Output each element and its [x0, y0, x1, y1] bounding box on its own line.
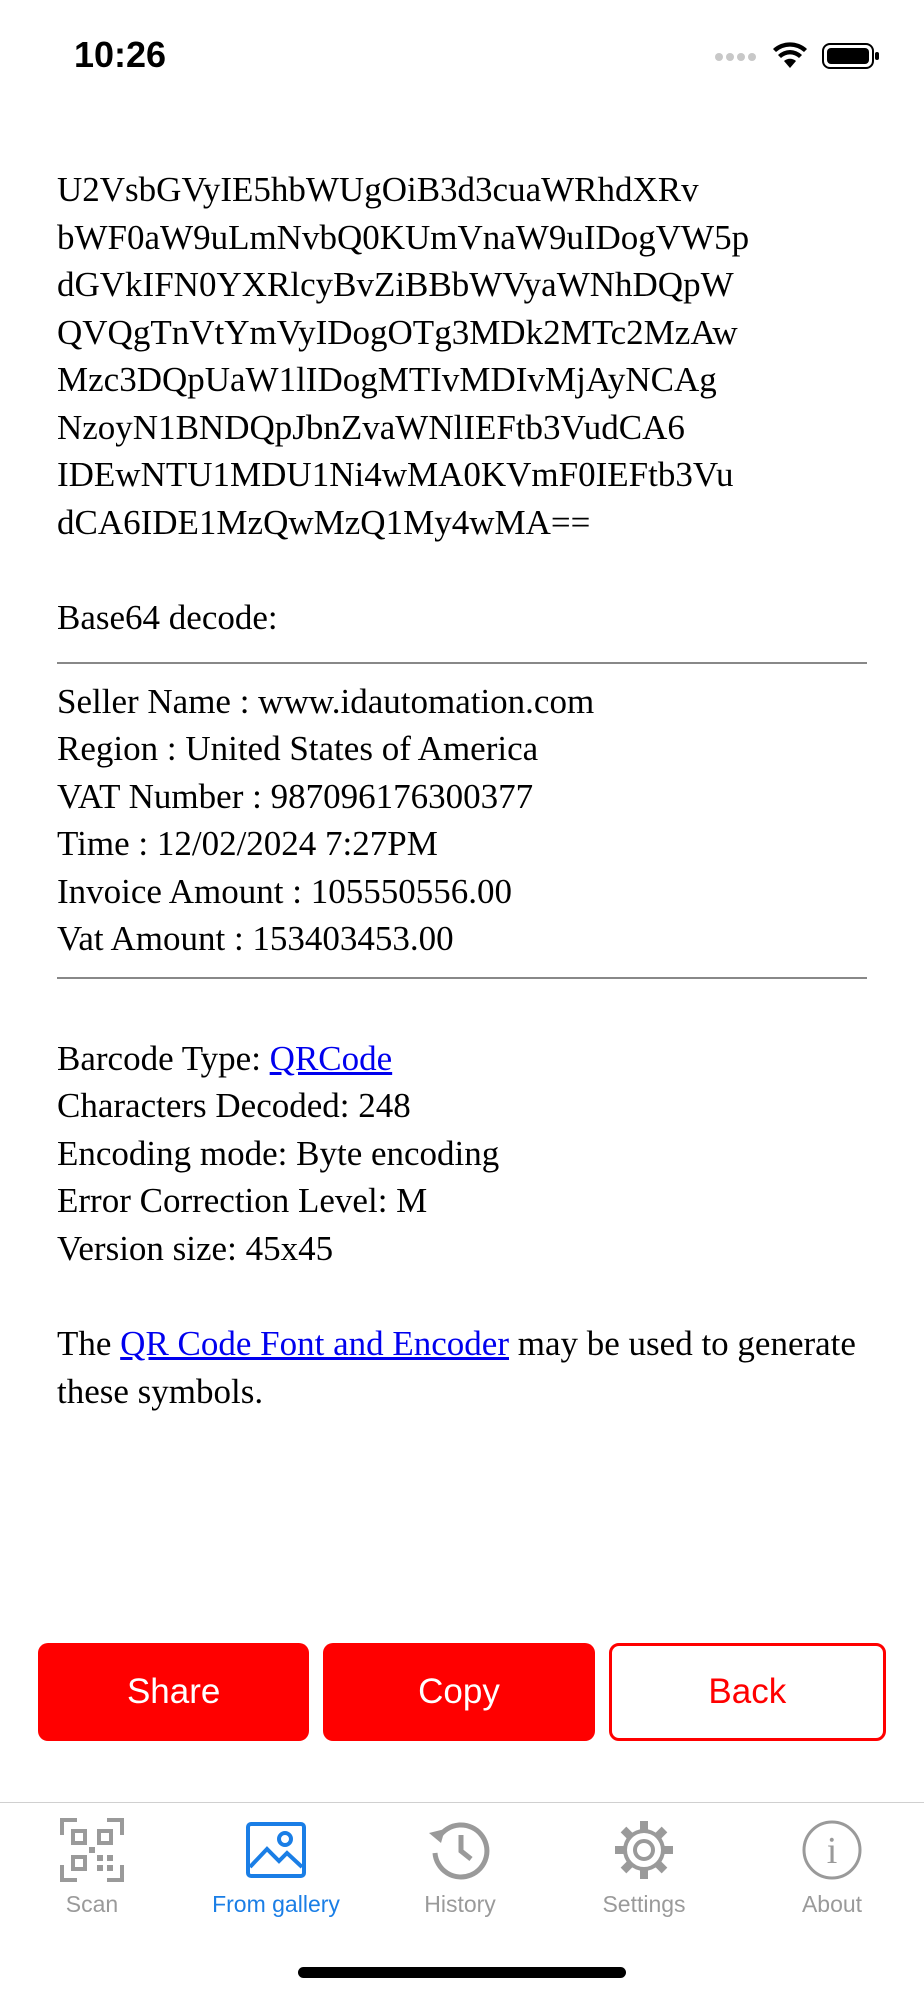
gear-icon	[611, 1817, 677, 1883]
encoder-link[interactable]: QR Code Font and Encoder	[120, 1324, 509, 1363]
encoded-line: dGVkIFN0YXRlcyBvZiBBbWVyaWNhDQpW	[57, 265, 734, 304]
share-button[interactable]: Share	[38, 1643, 309, 1741]
status-icons	[714, 42, 880, 70]
history-icon	[427, 1817, 493, 1883]
copy-button[interactable]: Copy	[323, 1643, 594, 1741]
decoded-line: Time : 12/02/2024 7:27PM	[57, 824, 438, 863]
decoded-line: Invoice Amount : 105550556.00	[57, 871, 512, 911]
decoded-fields	[57, 678, 867, 963]
tab-from-gallery[interactable]	[184, 1817, 368, 1918]
tab-label: Scan	[65, 1891, 119, 1917]
encoded-text	[57, 166, 867, 546]
tab-label: Settings	[602, 1891, 686, 1917]
gallery-icon	[243, 1817, 309, 1883]
encoder-note	[57, 1320, 867, 1415]
info-icon	[799, 1817, 865, 1883]
battery-icon	[822, 42, 880, 70]
tab-label: From gallery	[212, 1891, 340, 1917]
status-bar	[0, 0, 924, 120]
encoded-line: IDEwNTU1MDU1Ni4wMA0KVmF0IEFtb3Vu	[57, 455, 734, 494]
encoded-line: bWF0aW9uLmNvbQ0KUmVnaW9uIDogVW5p	[57, 217, 750, 257]
decoded-line: Vat Amount : 153403453.00	[57, 919, 454, 958]
barcode-info	[57, 1035, 867, 1273]
divider	[57, 662, 867, 664]
encoding-mode: Encoding mode: Byte encoding	[57, 1133, 500, 1173]
barcode-type	[57, 1035, 867, 1083]
tab-history[interactable]	[368, 1817, 552, 1918]
encoded-line: NzoyN1BNDQpJbnZvaWNlIEFtb3VudCA6	[57, 407, 685, 447]
result-content	[57, 166, 867, 1415]
encoded-line: U2VsbGVyIE5hbWUgOiB3d3cuaWRhdXRv	[57, 170, 699, 209]
version-size: Version size: 45x45	[57, 1228, 334, 1268]
tab-scan[interactable]	[0, 1817, 184, 1918]
note-suffix: may be used to generate these symbols.	[57, 1324, 856, 1411]
encoded-line: Mzc3DQpUaW1lIDogMTIvMDIvMjAyNCAg	[57, 360, 717, 399]
back-button[interactable]: Back	[609, 1643, 886, 1741]
barcode-type-link[interactable]: QRCode	[269, 1038, 393, 1078]
home-indicator	[298, 1967, 626, 1978]
decoded-line: VAT Number : 987096176300377	[57, 776, 534, 816]
barcode-type-label: Barcode Type:	[57, 1038, 270, 1078]
wifi-icon	[772, 42, 808, 70]
encoded-line: QVQgTnVtYmVyIDogOTg3MDk2MTc2MzAw	[57, 312, 738, 352]
decoded-line: Region : United States of America	[57, 729, 539, 768]
decoded-line: Seller Name : www.idautomation.com	[57, 681, 595, 721]
status-time: 10:26	[74, 34, 167, 75]
decode-label: Base64 decode:	[57, 598, 278, 637]
tab-label: About	[801, 1891, 863, 1917]
tab-settings[interactable]	[552, 1817, 736, 1918]
characters-decoded: Characters Decoded: 248	[57, 1086, 411, 1125]
encoded-line: dCA6IDE1MzQwMzQ1My4wMA==	[57, 502, 591, 542]
error-correction-level: Error Correction Level: M	[57, 1181, 428, 1220]
qr-scan-icon	[59, 1817, 125, 1883]
tab-about[interactable]	[740, 1817, 924, 1918]
tab-label: History	[424, 1891, 496, 1917]
svg-text:i: i	[826, 1830, 838, 1872]
note-prefix: The	[57, 1324, 121, 1363]
signal-icon	[714, 49, 758, 63]
action-buttons	[38, 1643, 886, 1741]
divider	[57, 977, 867, 979]
